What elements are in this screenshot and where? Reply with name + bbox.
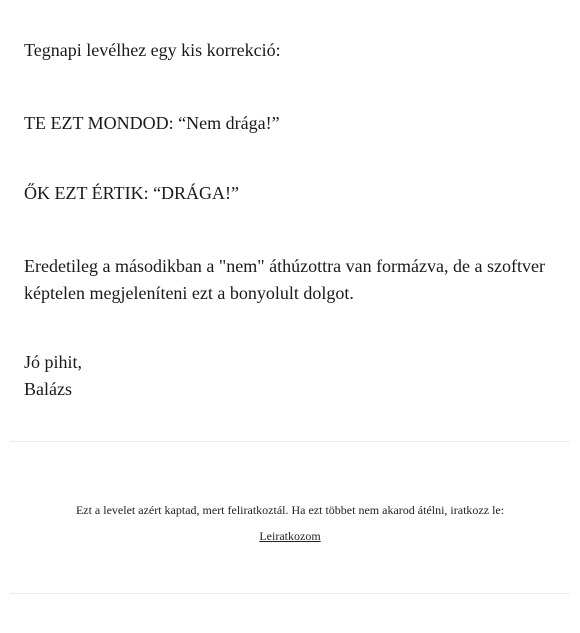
footer-notice: Ezt a levelet azért kaptad, mert feliratkoztál. Ha ezt többet nem akarod átélni, iratkozz le:	[75, 503, 505, 517]
footer-link-container	[0, 528, 580, 544]
note-paragraph: Eredetileg a másodikban a "nem" áthúzottra van formázva, de a szoftver képtelen megjeleníteni ezt a bonyolult dolgot.	[24, 256, 545, 303]
they-hear-line: ŐK EZT ÉRTIK: “DRÁGA!”	[24, 183, 240, 203]
sign-off-text: Jó pihit,	[24, 352, 83, 372]
footer-divider-top	[10, 441, 570, 442]
greeting-text: Tegnapi levélhez egy kis korrekció:	[24, 40, 281, 60]
you-say-line: TE EZT MONDOD: “Nem drága!”	[24, 113, 280, 133]
signature-text: Balázs	[24, 379, 72, 399]
footer-divider-bottom	[10, 593, 570, 594]
unsubscribe-link[interactable]: Leiratkozom	[259, 529, 321, 543]
